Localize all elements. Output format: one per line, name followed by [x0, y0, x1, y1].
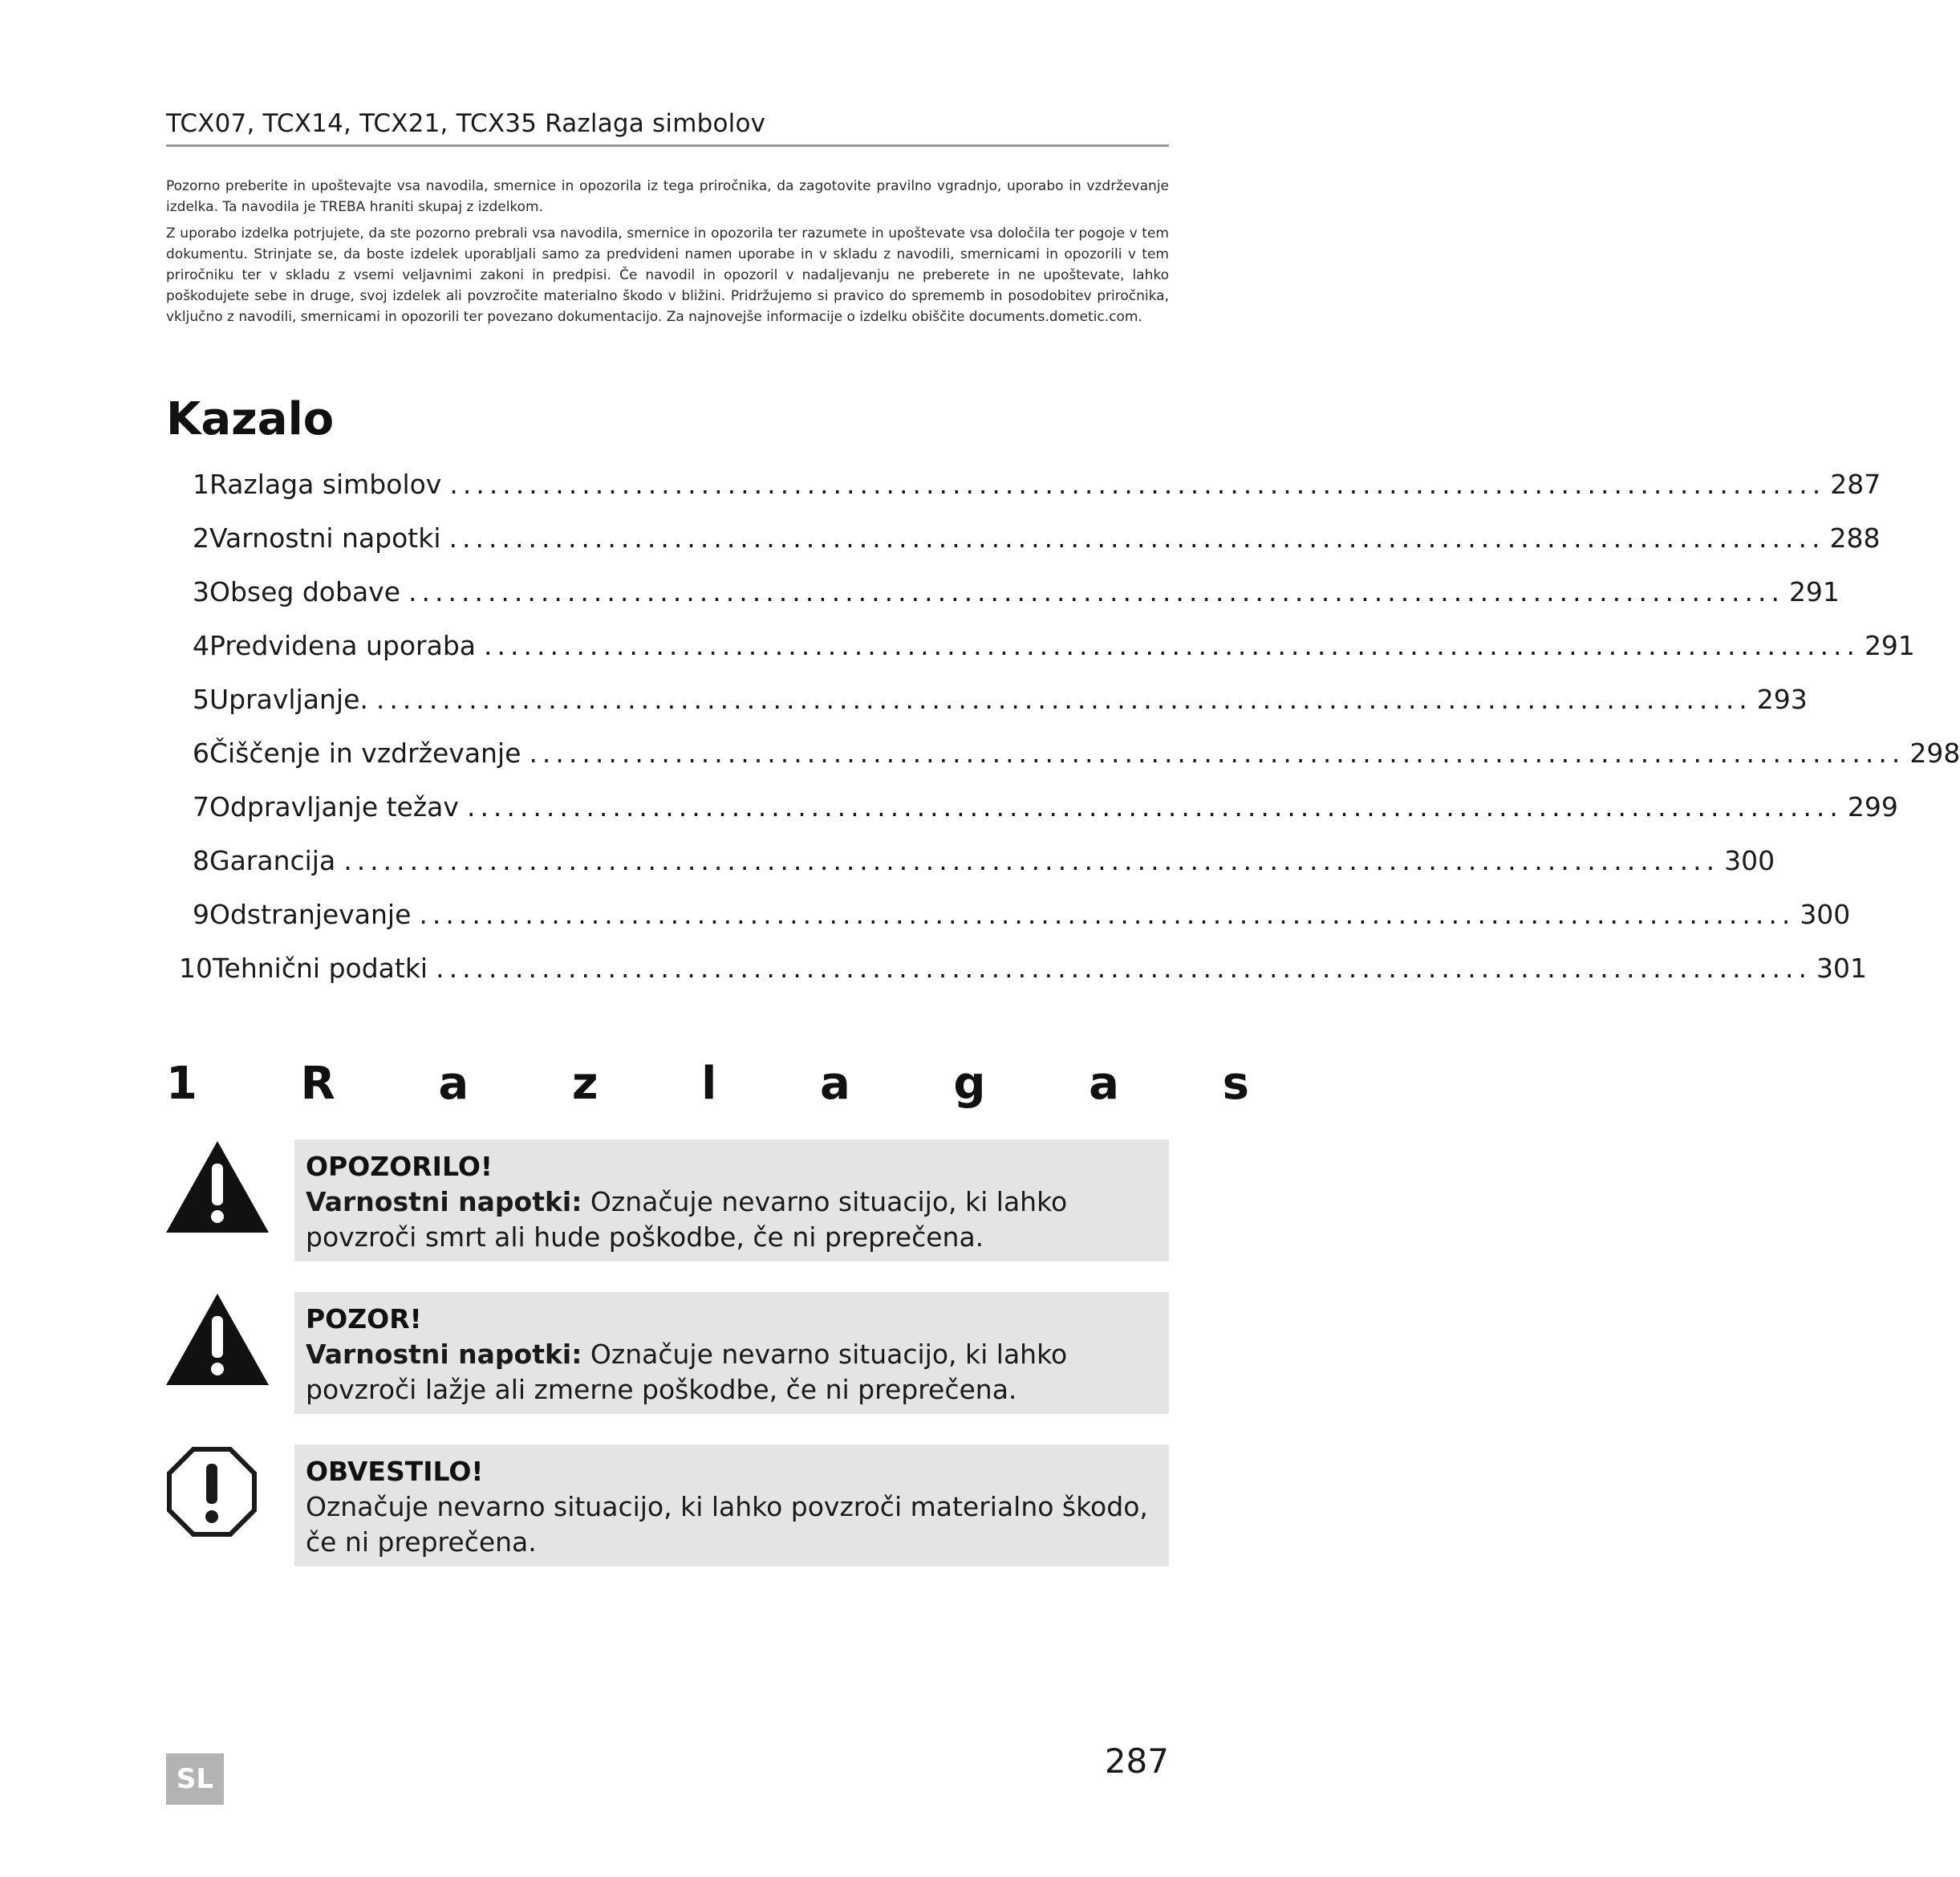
- toc-entry-number: 1: [193, 469, 209, 500]
- notice-lead: Varnostni napotki:: [306, 1186, 582, 1217]
- notice-warning: [294, 1140, 1169, 1261]
- intro-paragraph-2: Z uporabo izdelka potrjujete, da ste pozorno prebrali vsa navodila, smernice in opozorila ter razumete in upoštevate vsa določila ter pogoje v tem dokumentu. Strinjate se, da boste izdelek uporabljali samo za predvideni namen uporabe in v skladu z navodili, smernicami in opozorili v tem priročniku ter v skladu z vsemi veljavnimi zakoni in predpisi. Če navodil in opozoril v nadaljevanju ne preberete in ne upoštevate, lahko poškodujete sebe in druge, svoj izdelek ali povzročite materialno škodo v bližini. Pridržujemo si pravico do sprememb in posodobitev priročnika, vključno z navodili, smernicami in opozorili ter povezano dokumentacijo. Za najnovejše informacije o izdelku obiščite documents.dometic.com.: [166, 225, 1169, 325]
- toc-entry-label: Varnostni napotki: [209, 522, 441, 554]
- section-1-heading: [166, 1058, 1249, 1110]
- section-heading-char: a: [819, 1058, 850, 1110]
- section-heading-char: s: [1222, 1058, 1249, 1110]
- toc-entry-number: 10: [179, 953, 213, 984]
- toc-entry[interactable]: [193, 791, 1898, 828]
- toc-entry[interactable]: [193, 630, 1915, 667]
- section-heading-char: 1: [166, 1058, 197, 1110]
- toc-entry-number: 4: [193, 630, 209, 661]
- toc-entry-number: 8: [193, 845, 209, 876]
- toc-entry-page: 291: [1788, 576, 1840, 607]
- section-heading-char: g: [953, 1058, 986, 1110]
- toc-entry-page: 299: [1847, 791, 1898, 823]
- notice-body: Označuje nevarno situacijo, ki lahko povzroči lažje ali zmerne poškodbe, če ni preprečena.: [306, 1339, 1068, 1405]
- toc-heading: Kazalo: [166, 393, 335, 445]
- header-title: TCX07, TCX14, TCX21, TCX35 Razlaga simbolov: [166, 109, 766, 138]
- toc-entry-number: 7: [193, 791, 209, 823]
- toc-entry-number: 9: [193, 899, 209, 930]
- toc-leader-dots: ........................................................................................................: [466, 791, 1843, 823]
- toc-entry[interactable]: [179, 953, 1868, 989]
- notice-title: OPOZORILO!: [306, 1151, 493, 1182]
- toc-leader-dots: ........................................................................................................: [448, 522, 1825, 554]
- notice-information: [294, 1444, 1169, 1566]
- notice-title: OBVESTILO!: [306, 1456, 484, 1487]
- notice-text: [306, 1489, 1158, 1560]
- toc-entry-page: 298: [1909, 737, 1960, 769]
- section-heading-char: z: [571, 1058, 599, 1110]
- toc-entry[interactable]: [193, 899, 1851, 936]
- intro-paragraph-1: Pozorno preberite in upoštevajte vsa navodila, smernice in opozorila iz tega priročnika, da zagotovite pravilno vgradnjo, uporabo in vzdrževanje izdelka. Ta navodila je TREBA hraniti skupaj z izdelkom.: [166, 178, 1169, 215]
- toc-entry-number: 3: [193, 576, 209, 607]
- caution-triangle-icon: [164, 1292, 270, 1387]
- toc-entry-page: 301: [1816, 953, 1868, 984]
- toc-leader-dots: ........................................................................................................: [484, 630, 1860, 661]
- toc-entry-page: 287: [1830, 469, 1881, 500]
- toc-leader-dots: ........................................................................................................: [343, 845, 1720, 876]
- notice-title: POZOR!: [306, 1303, 422, 1335]
- toc-entry-page: 288: [1829, 522, 1881, 554]
- toc-entry[interactable]: [193, 737, 1960, 774]
- notice-text: [306, 1337, 1158, 1408]
- header-rule: [166, 144, 1169, 147]
- toc-entry-label: Razlaga simbolov: [209, 469, 442, 500]
- notice-octagon-icon: [166, 1446, 258, 1538]
- toc-leader-dots: ........................................................................................................: [436, 953, 1812, 984]
- toc-entry-label: Čiščenje in vzdrževanje: [209, 737, 521, 769]
- section-heading-char: a: [1089, 1058, 1119, 1110]
- toc-entry-label: Odpravljanje težav: [209, 791, 459, 823]
- toc-entry-number: 2: [193, 522, 209, 554]
- toc-entry[interactable]: [193, 684, 1808, 721]
- toc-entry-label: Predvidena uporaba: [209, 630, 476, 661]
- toc-entry[interactable]: [193, 576, 1840, 613]
- notice-caution: [294, 1292, 1169, 1414]
- toc-entry-label: Tehnični podatki: [213, 953, 428, 984]
- toc-entry-page: 300: [1724, 845, 1775, 876]
- toc-entry-label: Obseg dobave: [209, 576, 400, 607]
- toc-leader-dots: ........................................................................................................: [408, 576, 1784, 607]
- language-badge: SL: [166, 1753, 224, 1805]
- toc-entry-label: Upravljanje.: [209, 684, 368, 715]
- notice-body: Označuje nevarno situacijo, ki lahko povzroči materialno škodo, če ni preprečena.: [306, 1491, 1148, 1558]
- toc-leader-dots: ........................................................................................................: [529, 737, 1905, 769]
- toc-leader-dots: ........................................................................................................: [375, 684, 1752, 715]
- toc-entry-page: 293: [1756, 684, 1808, 715]
- toc-entry-number: 5: [193, 684, 209, 715]
- section-heading-char: l: [701, 1058, 717, 1110]
- toc-entry-number: 6: [193, 737, 209, 769]
- toc-entry-page: 300: [1800, 899, 1851, 930]
- toc-entry-page: 291: [1864, 630, 1915, 661]
- toc-entry-label: Garancija: [209, 845, 336, 876]
- toc-leader-dots: ........................................................................................................: [449, 469, 1826, 500]
- warning-triangle-icon: [164, 1140, 270, 1234]
- toc-entry-label: Odstranjevanje: [209, 899, 412, 930]
- section-heading-char: R: [300, 1058, 335, 1110]
- toc-entry[interactable]: [193, 469, 1881, 506]
- page-number: 287: [1104, 1741, 1169, 1781]
- notice-text: [306, 1184, 1158, 1255]
- notice-lead: Varnostni napotki:: [306, 1339, 582, 1370]
- toc-entry[interactable]: [193, 845, 1775, 882]
- toc-leader-dots: ........................................................................................................: [419, 899, 1796, 930]
- section-heading-char: a: [438, 1058, 469, 1110]
- notice-body: Označuje nevarno situacijo, ki lahko povzroči smrt ali hude poškodbe, če ni preprečena.: [306, 1186, 1068, 1253]
- toc-entry[interactable]: [193, 522, 1881, 559]
